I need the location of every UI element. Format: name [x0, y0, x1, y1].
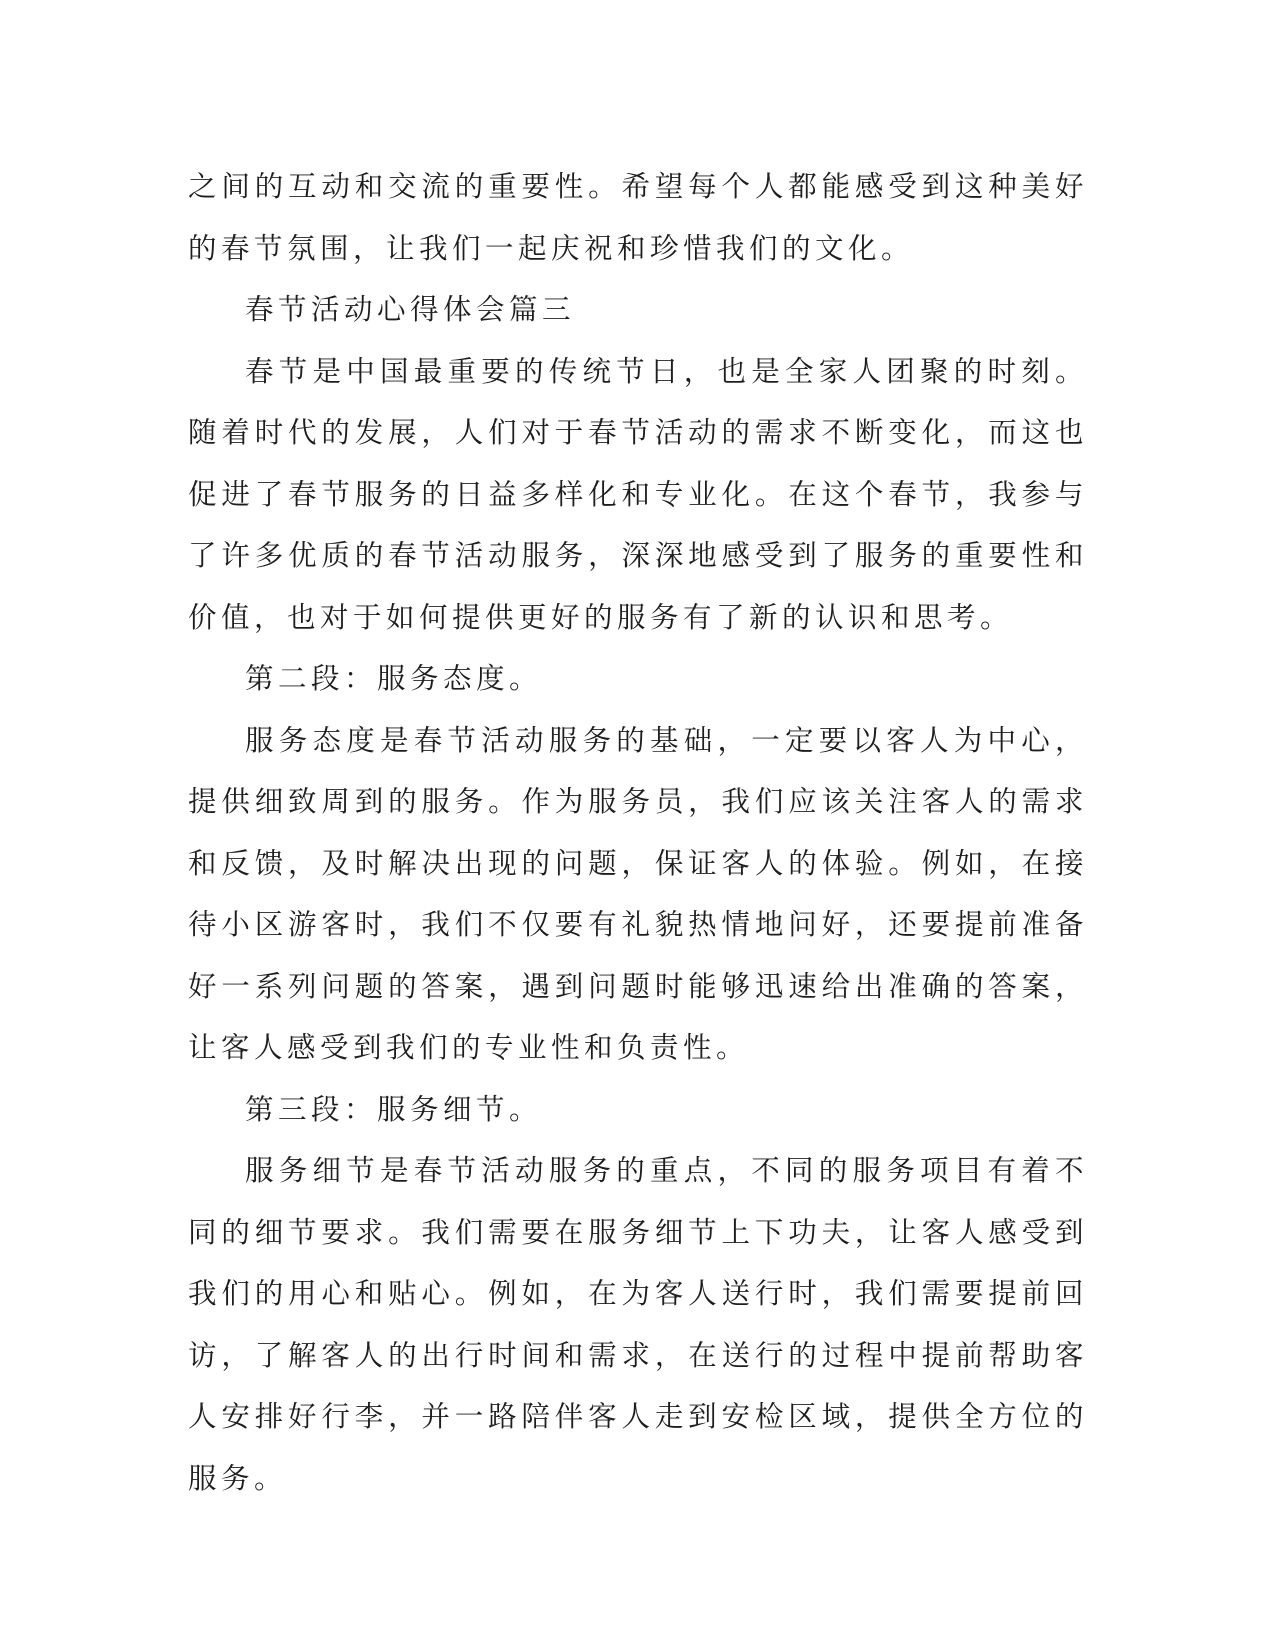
continuation-paragraph: 之间的互动和交流的重要性。希望每个人都能感受到这种美好的春节氛围，让我们一起庆祝和珍惜我们的文化。: [188, 170, 1088, 265]
section-heading-service-details: 第三段：服务细节。: [245, 1092, 543, 1126]
document-body: [188, 156, 1088, 1509]
intro-paragraph: 春节是中国最重要的传统节日，也是全家人团聚的时刻。随着时代的发展，人们对于春节活动的需求不断变化，而这也促进了春节服务的日益多样化和专业化。在这个春节，我参与了许多优质的春节活动服务，深深地感受到了服务的重要性和价值，也对于如何提供更好的服务有了新的认识和思考。: [188, 354, 1088, 634]
service-attitude-paragraph: 服务态度是春节活动服务的基础，一定要以客人为中心，提供细致周到的服务。作为服务员，我们应该关注客人的需求和反馈，及时解决出现的问题，保证客人的体验。例如，在接待小区游客时，我们不仅要有礼貌热情地问好，还要提前准备好一系列问题的答案，遇到问题时能够迅速给出准确的答案，让客人感受到我们的专业性和负责性。: [188, 723, 1088, 1064]
section-title: 春节活动心得体会篇三: [245, 293, 576, 326]
service-details-paragraph: 服务细节是春节活动服务的重点，不同的服务项目有着不同的细节要求。我们需要在服务细节上下功夫，让客人感受到我们的用心和贴心。例如，在为客人送行时，我们需要提前回访，了解客人的出行时间和需求，在送行的过程中提前帮助客人安排好行李，并一路陪伴客人走到安检区域，提供全方位的服务。: [188, 1154, 1088, 1495]
section-heading-service-attitude: 第二段：服务态度。: [245, 662, 543, 695]
